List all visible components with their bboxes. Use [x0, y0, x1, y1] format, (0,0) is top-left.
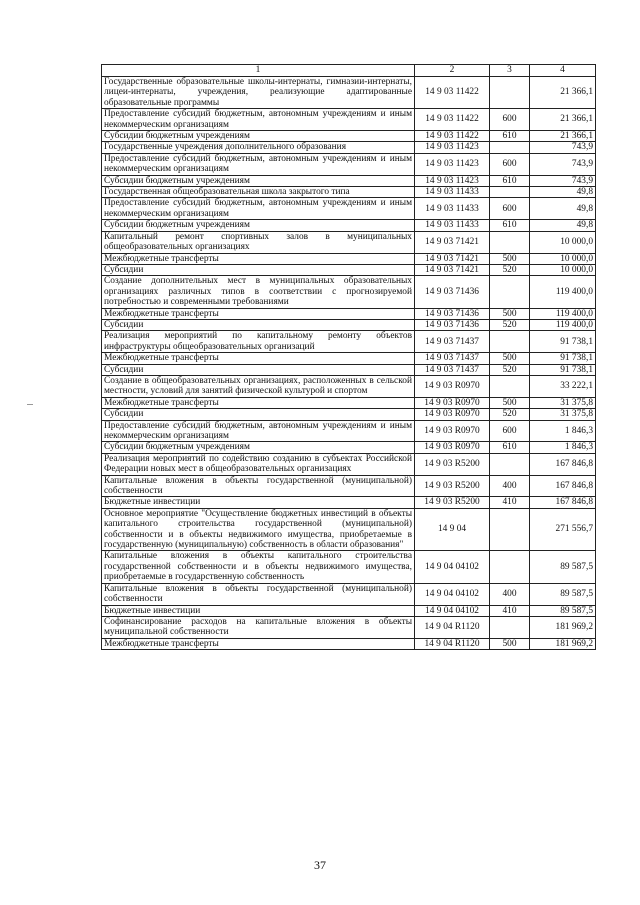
row-name-cell: Государственные учреждения дополнительного образования: [102, 142, 415, 153]
row-name-cell: Бюджетные инвестиции: [102, 605, 415, 616]
row-amount-cell: 49,8: [530, 187, 596, 198]
row-code-cell: 14 9 04 R1120: [415, 616, 490, 638]
row-expense-type-cell: 610: [490, 442, 530, 453]
row-expense-type-cell: [490, 231, 530, 253]
row-code-cell: 14 9 03 R5200: [415, 453, 490, 475]
table-row: [102, 551, 596, 583]
row-name-cell: Государственная общеобразовательная школа закрытого типа: [102, 187, 415, 198]
row-expense-type-cell: 520: [490, 319, 530, 330]
table-row: [102, 638, 596, 649]
row-expense-type-cell: 500: [490, 638, 530, 649]
row-code-cell: 14 9 03 71436: [415, 319, 490, 330]
table-row: [102, 583, 596, 605]
row-expense-type-cell: 610: [490, 220, 530, 231]
row-name-cell: Предоставление субсидий бюджетным, автономным учреждениям и иным некоммерческим организациям: [102, 198, 415, 220]
table-row: [102, 442, 596, 453]
table-row: [102, 276, 596, 308]
row-amount-cell: 21 366,1: [530, 77, 596, 109]
budget-table: [101, 64, 596, 650]
row-code-cell: 14 9 03 11422: [415, 77, 490, 109]
row-amount-cell: 181 969,2: [530, 616, 596, 638]
row-amount-cell: 10 000,0: [530, 231, 596, 253]
row-expense-type-cell: 400: [490, 583, 530, 605]
table-row: [102, 475, 596, 497]
row-name-cell: Капитальные вложения в объекты государственной (муниципальной) собственности: [102, 583, 415, 605]
row-amount-cell: 91 738,1: [530, 353, 596, 364]
row-amount-cell: 10 000,0: [530, 253, 596, 264]
row-expense-type-cell: 400: [490, 475, 530, 497]
row-code-cell: 14 9 03 71421: [415, 264, 490, 275]
row-amount-cell: 49,8: [530, 198, 596, 220]
row-expense-type-cell: 520: [490, 264, 530, 275]
table-row: [102, 331, 596, 353]
row-name-cell: Межбюджетные трансферты: [102, 253, 415, 264]
row-name-cell: Межбюджетные трансферты: [102, 638, 415, 649]
row-expense-type-cell: 410: [490, 497, 530, 508]
row-expense-type-cell: 500: [490, 253, 530, 264]
row-name-cell: Субсидии бюджетным учреждениям: [102, 131, 415, 142]
row-expense-type-cell: [490, 453, 530, 475]
row-amount-cell: 167 846,8: [530, 453, 596, 475]
row-amount-cell: 167 846,8: [530, 497, 596, 508]
row-amount-cell: 49,8: [530, 220, 596, 231]
row-amount-cell: 1 846,3: [530, 442, 596, 453]
row-expense-type-cell: 500: [490, 308, 530, 319]
row-code-cell: 14 9 03 R0970: [415, 375, 490, 397]
row-expense-type-cell: [490, 187, 530, 198]
row-code-cell: 14 9 03 11433: [415, 220, 490, 231]
row-amount-cell: 91 738,1: [530, 331, 596, 353]
row-amount-cell: 89 587,5: [530, 551, 596, 583]
row-amount-cell: 743,9: [530, 153, 596, 175]
table-row: [102, 131, 596, 142]
row-name-cell: Создание дополнительных мест в муниципальных образовательных организациях различных типов в соответствии с прогнозируемой потребностью и современными требованиями: [102, 276, 415, 308]
row-code-cell: 14 9 03 11423: [415, 175, 490, 186]
table-row: [102, 605, 596, 616]
row-name-cell: Капитальный ремонт спортивных залов в муниципальных общеобразовательных организациях: [102, 231, 415, 253]
table-row: [102, 77, 596, 109]
row-code-cell: 14 9 03 71436: [415, 276, 490, 308]
row-expense-type-cell: 610: [490, 131, 530, 142]
margin-mark: [27, 404, 33, 405]
table-row: [102, 616, 596, 638]
row-name-cell: Межбюджетные трансферты: [102, 308, 415, 319]
row-name-cell: Бюджетные инвестиции: [102, 497, 415, 508]
table-row: [102, 497, 596, 508]
row-code-cell: 14 9 03 71437: [415, 353, 490, 364]
row-expense-type-cell: [490, 375, 530, 397]
row-amount-cell: 1 846,3: [530, 420, 596, 442]
row-name-cell: Основное мероприятие "Осуществление бюджетных инвестиций в объекты капитального строительства государственной (муниципальной) собственности и в объекты недвижимого имущества, приобретаемые в государственную (муниципальную) собственность в области образования": [102, 508, 415, 551]
row-code-cell: 14 9 03 11422: [415, 109, 490, 131]
row-expense-type-cell: [490, 142, 530, 153]
row-expense-type-cell: 500: [490, 397, 530, 408]
row-expense-type-cell: [490, 508, 530, 551]
row-name-cell: Субсидии: [102, 264, 415, 275]
row-name-cell: Субсидии бюджетным учреждениям: [102, 220, 415, 231]
row-expense-type-cell: 500: [490, 353, 530, 364]
row-name-cell: Межбюджетные трансферты: [102, 397, 415, 408]
row-name-cell: Государственные образовательные школы-интернаты, гимназии-интернаты, лицеи-интернаты, учреждения, реализующие адаптированные образовательные программы: [102, 77, 415, 109]
row-expense-type-cell: 610: [490, 175, 530, 186]
table-row: [102, 397, 596, 408]
row-amount-cell: 33 222,1: [530, 375, 596, 397]
row-code-cell: 14 9 03 R5200: [415, 497, 490, 508]
row-expense-type-cell: 600: [490, 153, 530, 175]
header-row: [102, 65, 596, 77]
table-row: [102, 153, 596, 175]
row-code-cell: 14 9 03 71437: [415, 331, 490, 353]
row-name-cell: Субсидии: [102, 364, 415, 375]
row-name-cell: Предоставление субсидий бюджетным, автономным учреждениям и иным некоммерческим организациям: [102, 153, 415, 175]
row-amount-cell: 119 400,0: [530, 319, 596, 330]
table-row: [102, 409, 596, 420]
table-row: [102, 308, 596, 319]
row-amount-cell: 181 969,2: [530, 638, 596, 649]
row-expense-type-cell: [490, 331, 530, 353]
row-expense-type-cell: 600: [490, 198, 530, 220]
row-code-cell: 14 9 04 04102: [415, 551, 490, 583]
row-amount-cell: 119 400,0: [530, 308, 596, 319]
table-row: [102, 198, 596, 220]
row-code-cell: 14 9 04 04102: [415, 583, 490, 605]
row-code-cell: 14 9 03 R0970: [415, 420, 490, 442]
row-code-cell: 14 9 03 71421: [415, 231, 490, 253]
row-code-cell: 14 9 03 R0970: [415, 397, 490, 408]
table-row: [102, 231, 596, 253]
row-code-cell: 14 9 03 11433: [415, 187, 490, 198]
row-code-cell: 14 9 03 R0970: [415, 442, 490, 453]
row-amount-cell: 89 587,5: [530, 583, 596, 605]
row-code-cell: 14 9 03 71421: [415, 253, 490, 264]
row-amount-cell: 31 375,8: [530, 397, 596, 408]
row-amount-cell: 119 400,0: [530, 276, 596, 308]
row-expense-type-cell: 520: [490, 409, 530, 420]
row-name-cell: Софинансирование расходов на капитальные вложения в объекты муниципальной собственности: [102, 616, 415, 638]
table-row: [102, 253, 596, 264]
row-expense-type-cell: 600: [490, 420, 530, 442]
row-name-cell: Реализация мероприятий по капитальному ремонту объектов инфраструктуры общеобразовательных организаций: [102, 331, 415, 353]
table-row: [102, 453, 596, 475]
row-amount-cell: 21 366,1: [530, 131, 596, 142]
row-amount-cell: 21 366,1: [530, 109, 596, 131]
row-code-cell: 14 9 03 R0970: [415, 409, 490, 420]
table-row: [102, 142, 596, 153]
row-expense-type-cell: [490, 616, 530, 638]
row-name-cell: Предоставление субсидий бюджетным, автономным учреждениям и иным некоммерческим организациям: [102, 420, 415, 442]
header-col-1: 1: [102, 65, 415, 77]
row-amount-cell: 10 000,0: [530, 264, 596, 275]
table-row: [102, 508, 596, 551]
row-code-cell: 14 9 03 11433: [415, 198, 490, 220]
row-code-cell: 14 9 04: [415, 508, 490, 551]
row-amount-cell: 31 375,8: [530, 409, 596, 420]
row-name-cell: Реализация мероприятий по содействию созданию в субъектах Российской Федерации новых мест в общеобразовательных организациях: [102, 453, 415, 475]
row-amount-cell: 91 738,1: [530, 364, 596, 375]
row-name-cell: Субсидии: [102, 409, 415, 420]
row-expense-type-cell: 600: [490, 109, 530, 131]
row-amount-cell: 167 846,8: [530, 475, 596, 497]
table-row: [102, 353, 596, 364]
row-code-cell: 14 9 03 71437: [415, 364, 490, 375]
row-code-cell: 14 9 03 71436: [415, 308, 490, 319]
table-row: [102, 109, 596, 131]
page-number: 37: [314, 858, 326, 872]
table-row: [102, 364, 596, 375]
row-code-cell: 14 9 04 04102: [415, 605, 490, 616]
row-code-cell: 14 9 03 11423: [415, 153, 490, 175]
table-row: [102, 187, 596, 198]
row-code-cell: 14 9 03 R5200: [415, 475, 490, 497]
row-name-cell: Субсидии бюджетным учреждениям: [102, 175, 415, 186]
table-row: [102, 220, 596, 231]
row-amount-cell: 743,9: [530, 142, 596, 153]
row-name-cell: Субсидии бюджетным учреждениям: [102, 442, 415, 453]
table-row: [102, 175, 596, 186]
row-name-cell: Предоставление субсидий бюджетным, автономным учреждениям и иным некоммерческим организациям: [102, 109, 415, 131]
header-col-3: 3: [490, 65, 530, 77]
row-expense-type-cell: [490, 551, 530, 583]
row-name-cell: Создание в общеобразовательных организациях, расположенных в сельской местности, условий для занятий физической культурой и спортом: [102, 375, 415, 397]
row-expense-type-cell: 520: [490, 364, 530, 375]
table-row: [102, 375, 596, 397]
row-name-cell: Межбюджетные трансферты: [102, 353, 415, 364]
row-code-cell: 14 9 04 R1120: [415, 638, 490, 649]
table-row: [102, 420, 596, 442]
row-code-cell: 14 9 03 11422: [415, 131, 490, 142]
row-expense-type-cell: [490, 77, 530, 109]
row-name-cell: Капитальные вложения в объекты капитального строительства государственной собственности и в объекты недвижимого имущества, приобретаемые в государственную собственность: [102, 551, 415, 583]
row-amount-cell: 89 587,5: [530, 605, 596, 616]
row-expense-type-cell: 410: [490, 605, 530, 616]
header-col-4: 4: [530, 65, 596, 77]
table-row: [102, 319, 596, 330]
row-name-cell: Капитальные вложения в объекты государственной (муниципальной) собственности: [102, 475, 415, 497]
table-row: [102, 264, 596, 275]
row-expense-type-cell: [490, 276, 530, 308]
table-body: [102, 77, 596, 650]
row-name-cell: Субсидии: [102, 319, 415, 330]
row-code-cell: 14 9 03 11423: [415, 142, 490, 153]
row-amount-cell: 743,9: [530, 175, 596, 186]
row-amount-cell: 271 556,7: [530, 508, 596, 551]
header-col-2: 2: [415, 65, 490, 77]
